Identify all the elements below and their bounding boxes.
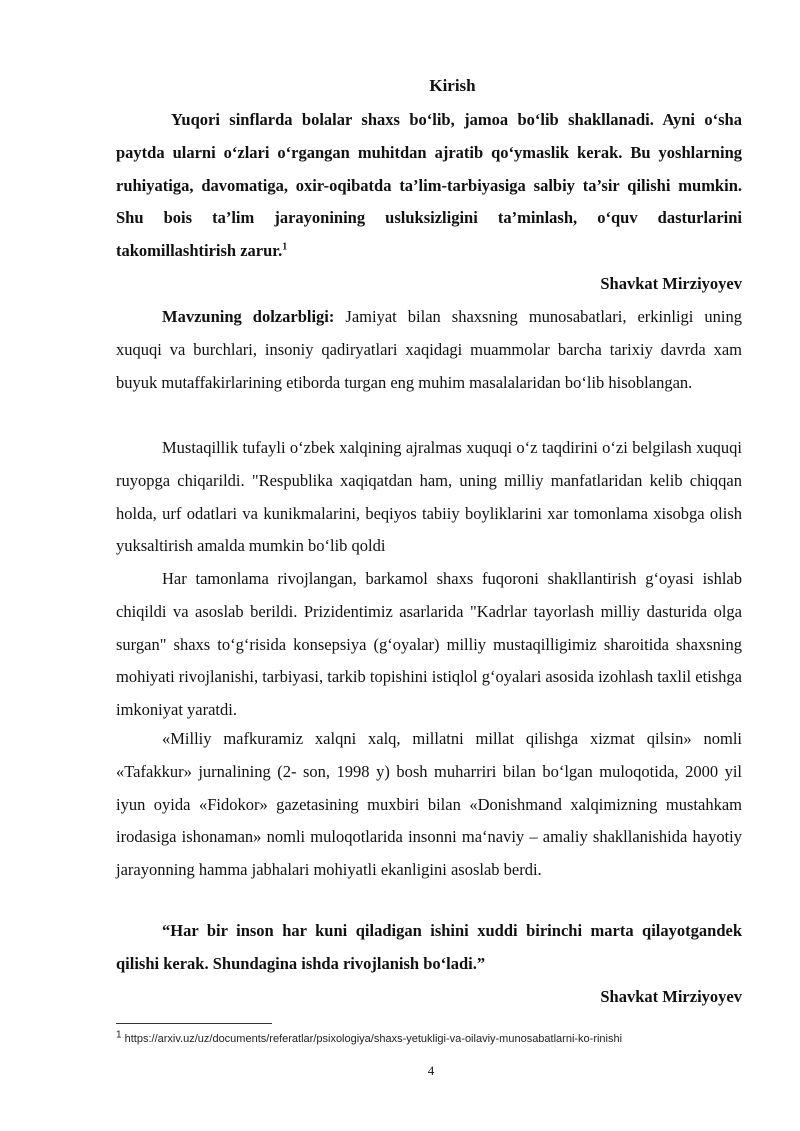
paragraph-development: Har tamonlama rivojlangan, barkamol shaxs fuqoroni shakllantirish g‘oyasi ishlab chiqildi va asoslab berildi. Prizidentimiz asarlarida "Kadrlar tayorlash milliy dasturida olga surgan" shaxs to‘g‘risida konsepsiya (g‘oyalar) milliy mustaqilligimiz sharoitida shaxsning mohiyati rivojlanishi, tarbiyasi, tarkib topishini istiqlol g‘oyalari asosida izohlash taxlil etishga imkoniyat yaratdi. [116,569,742,720]
paragraph-independence: Mustaqillik tufayli o‘zbek xalqining ajralmas xuquqi o‘z taqdirini o‘zi belgilash xuquqi ruyopga chiqarildi. "Respublika xaqiqatdan ham, uning milliy manfatlaridan kelib chiqqan holda, urf odatlari va kunikmalarini, beqiyos tabiiy boyliklarini xar tomonlama xisobga olish yuksaltirish amalda mumkin bo‘lib qoldi [116,438,742,556]
epigraph-text: Yuqori sinflarda bolalar shaxs bo‘lib, jamoa bo‘lib shakllanadi. Ayni o‘sha paytda ularni o‘zlari o‘rgangan muhitdan ajratib qo‘ymaslik kerak. Bu yoshlarning ruhiyatiga, davomatiga, oxir-oqibatda ta’lim-tarbiyasiga salbiy ta’sir qilishi mumkin. Shu bois ta’lim jarayonining usluksizligini ta’minlash, o‘quv dasturlarini takomillashtirish zarur. [116,110,742,261]
footnote-mark: 1 [116,1029,122,1041]
footnote-reference[interactable]: 1 [282,241,288,253]
footnote-link[interactable]: https://arxiv.uz/uz/documents/referatlar/psixologiya/shaxs-yetukligi-va-oilaviy-munosabatlarni-ko-rinishi [121,1033,623,1045]
closing-quote: “Har bir inson har kuni qiladigan ishini xuddi birinchi marta qilayotgandek qilishi kerak. Shundagina ishda rivojlanish bo‘ladi.” [116,921,742,973]
closing-quote-author: Shavkat Mirziyoyev [600,987,742,1006]
epigraph-author: Shavkat Mirziyoyev [600,274,742,293]
paragraph-text: Jamiyat bilan shaxsning munosabatlari, erkinligi uning xuquqi va burchlari, insoniy qadiryatlari xaqidagi muammolar barcha tarixiy davrda xam buyuk mutaffakirlarining etiborda turgan eng muhim masalalaridan bo‘lib hisoblangan. [116,307,743,392]
paragraph-lead: Mavzuning dolzarbligi: [162,307,335,326]
page-number: 4 [427,1063,435,1078]
section-heading: Kirish [429,76,476,95]
paragraph-ideology: «Milliy mafkuramiz xalqni xalq, millatni millat qilishga xizmat qilsin» nomli «Tafakkur» jurnalining (2- son, 1998 y) bosh muharriri bilan bo‘lgan muloqotida, 2000 yil iyun oyida «Fidokor» gazetasining muxbiri bilan «Donishmand xalqimizning mustahkam irodasiga ishonaman» nomli muloqotlarida insonni ma‘naviy – amaliy shakllanishida hayotiy jarayonning hamma jabhalari mohiyatli ekanligini asoslab berdi. [116,729,742,880]
footnote [116,1029,623,1045]
paragraph-relevance [116,301,742,399]
epigraph-quote [116,104,742,268]
footnote-separator [116,1023,272,1024]
